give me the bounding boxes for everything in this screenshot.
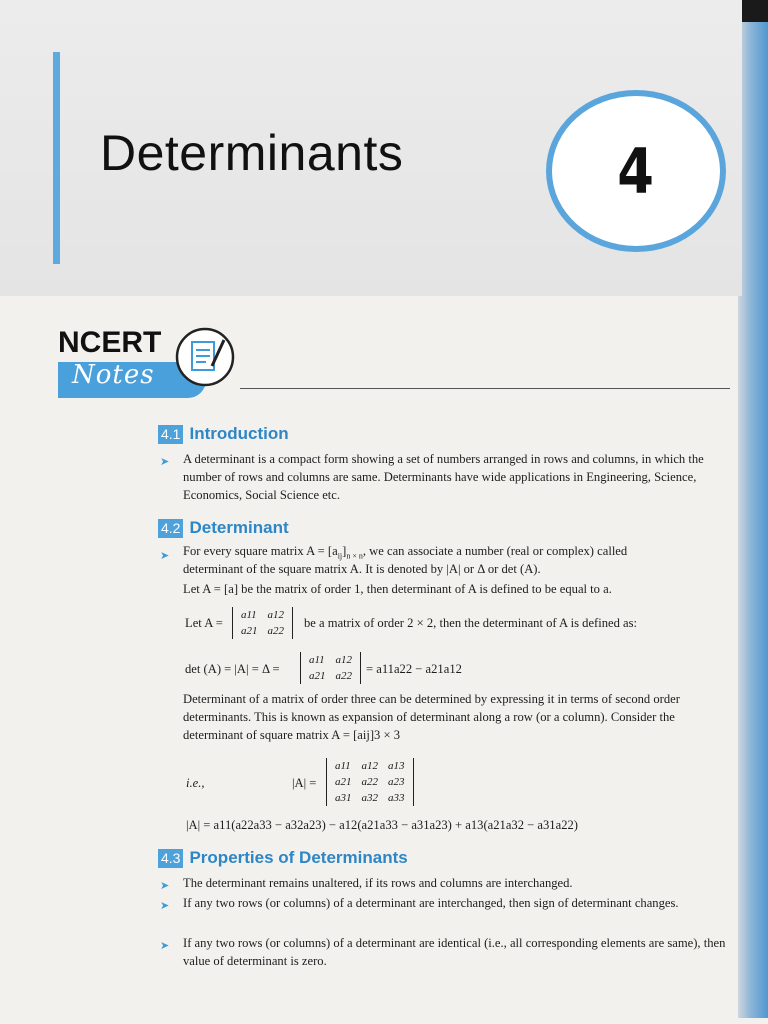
- section-title: Properties of Determinants: [189, 848, 408, 867]
- det-formula-rhs: = a11a22 − a21a12: [366, 662, 462, 676]
- intro-paragraph: A determinant is a compact form showing a set of numbers arranged in rows and columns, in which the number of rows and columns are same. Determinants have wide applications in Engineering, Science, Economics, Social Science etc.: [183, 452, 704, 502]
- chapter-number-badge: [546, 90, 726, 252]
- property-item: The determinant remains unaltered, if its rows and columns are interchanged.: [183, 876, 573, 890]
- section-number: 4.2: [158, 519, 183, 538]
- matrix-2x2: a11 a12 a21 a22: [232, 607, 293, 639]
- section-title: Determinant: [189, 518, 289, 537]
- expansion-formula: |A| = a11(a22a33 − a32a23) − a12(a21a33 − a31a23) + a13(a21a32 − a31a22): [186, 818, 578, 832]
- chevron-right-icon: ➤: [160, 880, 170, 892]
- ncert-notes-logo: [58, 326, 238, 396]
- determinant-3x3: a11 a12 a13 a21 a22 a23 a31 a32 a33: [326, 758, 414, 806]
- det-formula-lhs: det (A) = |A| = Δ =: [185, 662, 280, 676]
- property-item: If any two rows (or columns) of a determinant are interchanged, then sign of determinant changes.: [183, 896, 679, 910]
- page-edge-shadow: [738, 18, 768, 1018]
- chevron-right-icon: ➤: [160, 900, 170, 912]
- ie-label: i.e.,: [186, 776, 205, 790]
- section-heading-properties: [158, 848, 408, 868]
- let-a-label: Let A =: [185, 616, 223, 630]
- matrix-order-text: be a matrix of order 2 × 2, then the determinant of A is defined as:: [304, 616, 638, 630]
- section-number: 4.1: [158, 425, 183, 444]
- chevron-right-icon: ➤: [160, 940, 170, 952]
- logo-notes-text: Notes: [72, 360, 155, 390]
- order-one-line: Let A = [a] be the matrix of order 1, then determinant of A is defined to be equal to a.: [183, 582, 612, 596]
- logo-divider: [240, 388, 730, 389]
- section-heading-introduction: [158, 424, 289, 444]
- section-number: 4.3: [158, 849, 183, 868]
- abs-a-label: |A| =: [292, 776, 317, 790]
- determinant-notation-line: determinant of the square matrix A. It is denoted by |A| or Δ or det (A).: [183, 562, 541, 576]
- order-three-paragraph: Determinant of a matrix of order three can be determined by expressing it in terms of second order determinants. This is known as expansion of determinant along a row (or a column). Consider the determinant of square matrix A = [aij]3 × 3: [183, 692, 680, 742]
- section-title: Introduction: [189, 424, 289, 443]
- header-accent-bar: [53, 52, 60, 264]
- determinant-definition-line: For every square matrix $A = [a_{ij}]_{n \times n}$, we can associate a number (real or complex) called: [183, 544, 628, 561]
- chevron-right-icon: ➤: [160, 456, 170, 468]
- chapter-title: Determinants: [100, 125, 404, 181]
- logo-ncert-text: NCERT: [58, 326, 162, 359]
- page-edge-dark: [738, 0, 768, 22]
- section-heading-determinant: [158, 518, 289, 538]
- determinant-2x2: a11 a12 a21 a22: [300, 652, 361, 684]
- notepad-icon: [174, 326, 236, 388]
- chapter-number: 4: [617, 134, 655, 208]
- chevron-right-icon: ➤: [160, 550, 170, 562]
- property-item: If any two rows (or columns) of a determinant are identical (i.e., all corresponding elements are same), then value of determinant is zero.: [183, 936, 726, 968]
